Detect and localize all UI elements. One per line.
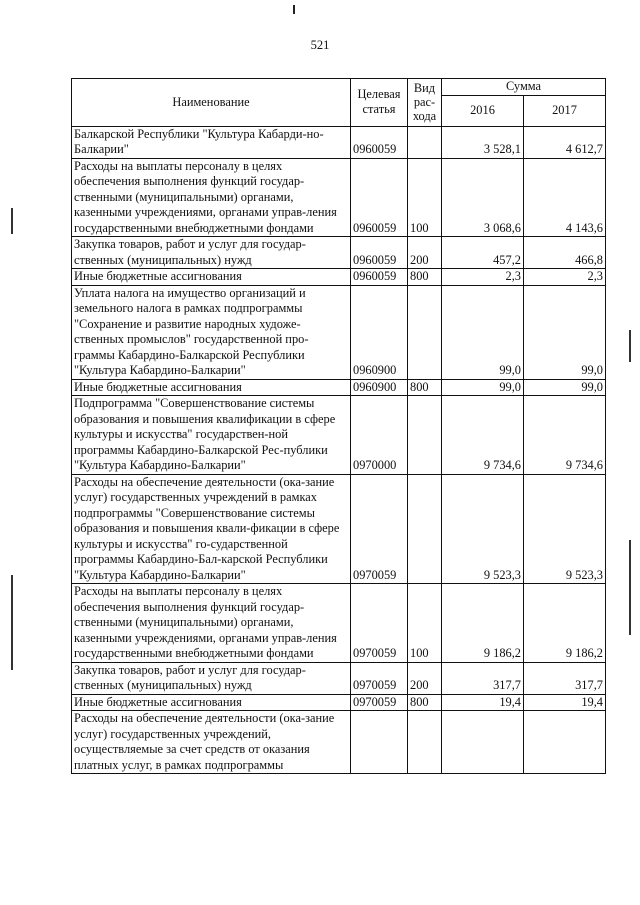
row-target-article: 0960059: [351, 237, 408, 269]
row-expense-type: 800: [408, 379, 442, 396]
row-sum-2016: 9 186,2: [442, 584, 524, 663]
row-expense-type: 200: [408, 662, 442, 694]
row-sum-2017: 4 612,7: [524, 126, 606, 158]
row-expense-type: 200: [408, 237, 442, 269]
row-sum-2016: 2,3: [442, 269, 524, 286]
row-expense-type: [408, 711, 442, 774]
row-sum-2017: 19,4: [524, 694, 606, 711]
table-row: [72, 158, 606, 237]
row-sum-2017: 9 734,6: [524, 396, 606, 475]
table-row: [72, 269, 606, 286]
budget-table: [71, 78, 606, 774]
row-expense-type: 100: [408, 158, 442, 237]
row-sum-2016: 9 734,6: [442, 396, 524, 475]
row-target-article: 0970059: [351, 694, 408, 711]
row-sum-2016: 19,4: [442, 694, 524, 711]
row-name: Расходы на обеспечение деятельности (ока-зание услуг) государственных учреждений, осуществляемые за счет средств от оказания платных услуг, в рамках подпрограммы: [72, 711, 351, 774]
table-row: [72, 474, 606, 584]
row-sum-2016: 3 068,6: [442, 158, 524, 237]
row-name: Расходы на выплаты персоналу в целях обеспечения выполнения функций государ-ственными (муниципальными) органами, казенными учреждениями, органами управ-ления государственными внебюджетными фондами: [72, 158, 351, 237]
scan-mark-left-1: [11, 208, 13, 234]
row-sum-2017: 4 143,6: [524, 158, 606, 237]
row-name: Балкарской Республики "Культура Кабарди-но-Балкарии": [72, 126, 351, 158]
row-expense-type: [408, 285, 442, 379]
row-expense-type: 800: [408, 269, 442, 286]
row-target-article: [351, 711, 408, 774]
table-body: [72, 126, 606, 774]
header-name: Наименование: [72, 79, 351, 127]
row-sum-2016: 99,0: [442, 379, 524, 396]
row-target-article: 0960059: [351, 158, 408, 237]
page-number: 521: [310, 38, 330, 52]
row-sum-2017: 99,0: [524, 379, 606, 396]
row-name: Уплата налога на имущество организаций и земельного налога в рамках подпрограммы "Сохранение и развитие народных художе-ственных промыслов" государственной про-граммы Кабардино-Балкарской Республики "Культура Кабардино-Балкарии": [72, 285, 351, 379]
row-sum-2017: 9 186,2: [524, 584, 606, 663]
table-row: [72, 662, 606, 694]
row-sum-2016: 457,2: [442, 237, 524, 269]
row-target-article: 0970000: [351, 396, 408, 475]
scan-mark-left-2: [11, 575, 13, 670]
row-target-article: 0960059: [351, 269, 408, 286]
row-name: Расходы на выплаты персоналу в целях обеспечения выполнения функций государ-ственными (муниципальными) органами, казенными учреждениями, органами управ-ления государственными внебюджетными фондами: [72, 584, 351, 663]
row-name: Закупка товаров, работ и услуг для государ-ственных (муниципальных) нужд: [72, 662, 351, 694]
row-sum-2017: 2,3: [524, 269, 606, 286]
scan-mark-right-1: [629, 330, 631, 362]
table-row: [72, 584, 606, 663]
header-year-2017: 2017: [524, 95, 606, 126]
row-name: Закупка товаров, работ и услуг для государ-ственных (муниципальных) нужд: [72, 237, 351, 269]
header-year-2016: 2016: [442, 95, 524, 126]
table-row: [72, 694, 606, 711]
row-target-article: 0970059: [351, 584, 408, 663]
table-row: [72, 285, 606, 379]
row-target-article: 0960900: [351, 285, 408, 379]
header-expense-type: Вид рас-хода: [408, 79, 442, 127]
row-expense-type: [408, 126, 442, 158]
row-sum-2016: 3 528,1: [442, 126, 524, 158]
table-row: [72, 126, 606, 158]
row-sum-2016: [442, 711, 524, 774]
row-target-article: 0960900: [351, 379, 408, 396]
header-sum: Сумма: [442, 79, 606, 96]
row-sum-2017: 466,8: [524, 237, 606, 269]
row-sum-2016: 99,0: [442, 285, 524, 379]
row-name: Иные бюджетные ассигнования: [72, 269, 351, 286]
scan-mark-top: [293, 5, 295, 14]
scan-mark-right-2: [629, 540, 631, 635]
row-target-article: 0970059: [351, 474, 408, 584]
row-sum-2017: [524, 711, 606, 774]
table-row: [72, 396, 606, 475]
row-expense-type: 800: [408, 694, 442, 711]
row-sum-2016: 9 523,3: [442, 474, 524, 584]
header-target-article: Целевая статья: [351, 79, 408, 127]
row-target-article: 0960059: [351, 126, 408, 158]
row-target-article: 0970059: [351, 662, 408, 694]
table-row: [72, 379, 606, 396]
table-row: [72, 711, 606, 774]
row-sum-2017: 99,0: [524, 285, 606, 379]
row-sum-2016: 317,7: [442, 662, 524, 694]
row-name: Подпрограмма "Совершенствование системы образования и повышения квалификации в сфере культуры и искусства" государствен-ной программы Кабардино-Балкарской Рес-публики "Культура Кабардино-Балкарии": [72, 396, 351, 475]
row-name: Расходы на обеспечение деятельности (ока-зание услуг) государственных учреждений в рамках подпрограммы "Совершенствование системы образования и повышения квали-фикации в сфере культуры и искусства" го-сударственной программы Кабардино-Бал-карской Республики "Культура Кабардино-Балкарии": [72, 474, 351, 584]
row-name: Иные бюджетные ассигнования: [72, 694, 351, 711]
table-row: [72, 237, 606, 269]
row-name: Иные бюджетные ассигнования: [72, 379, 351, 396]
row-expense-type: 100: [408, 584, 442, 663]
row-sum-2017: 317,7: [524, 662, 606, 694]
row-expense-type: [408, 474, 442, 584]
row-expense-type: [408, 396, 442, 475]
row-sum-2017: 9 523,3: [524, 474, 606, 584]
